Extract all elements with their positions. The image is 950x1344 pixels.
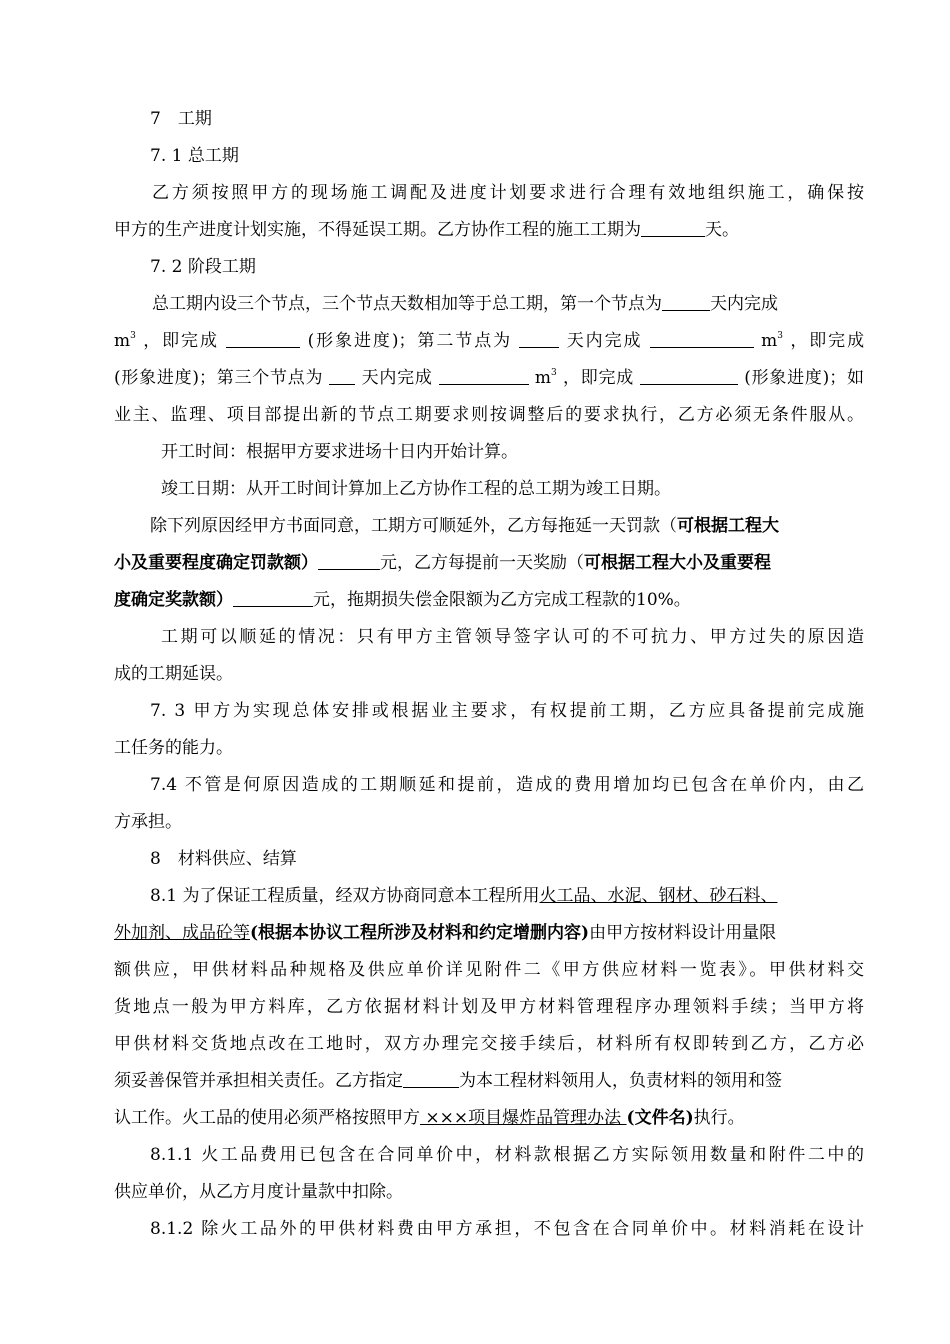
unit-m3: $m^3$ [761, 331, 783, 351]
blank-node2-volume [650, 330, 754, 348]
section-8-1-line-4: 货地点一般为甲方料库，乙方依据材料计划及甲方材料管理程序办理领料手续；当甲方将 [114, 997, 864, 1017]
text-run: ，即完成 [562, 368, 634, 388]
section-7-4-line-2: 方承担。 [114, 812, 182, 832]
text-run-bold: (文件名) [626, 1108, 694, 1128]
text-run-underlined: 火工品、水泥、钢材、砂石料、 [539, 886, 778, 906]
blank-duration-days [641, 219, 705, 237]
text-run: 执行。 [693, 1108, 745, 1128]
text-run-bold: 可根据工程大小及重要程 [584, 553, 771, 573]
section-7-4-line-1: 7.4 不管是何原因造成的工期顺延和提前，造成的费用增加均已包含在单价内，由乙 [150, 775, 864, 795]
blank-material-receiver [403, 1070, 459, 1088]
text-run: 由甲方按材料设计用量限 [589, 923, 777, 943]
text-run-underlined: 外加剂、成品砼等 [114, 923, 250, 943]
text-run: 总工期内设三个节点，三个节点天数相加等于总工期，第一个节点为 [152, 294, 662, 314]
text-run: ，即完成 [790, 331, 864, 351]
blank-node3-progress [640, 367, 738, 385]
text-run: 天内完成 [361, 368, 433, 388]
text-run: 天内完成 [566, 331, 643, 351]
text-run-bold: 可根据工程大 [677, 516, 779, 536]
text-run: (形象进度)；如 [744, 368, 864, 388]
text-run: 为本工程材料领用人，负责材料的领用和签 [459, 1071, 782, 1091]
blank-node1-days [662, 293, 710, 311]
text-run: 天内完成 [710, 294, 778, 314]
unit-m3: $m^3$ [114, 331, 136, 351]
text-run: 除下列原因经甲方书面同意，工期方可顺延外，乙方每拖延一天罚款（ [150, 516, 677, 536]
completion-date-clause: 竣工日期：从开工时间计算加上乙方协作工程的总工期为竣工日期。 [161, 479, 671, 499]
text-run: (形象进度)；第二节点为 [307, 331, 513, 351]
section-8-1-line-7 [114, 1100, 864, 1137]
text-run: 甲方的生产进度计划实施，不得延误工期。乙方协作工程的施工工期为 [114, 220, 641, 240]
start-time-clause: 开工时间：根据甲方要求进场十日内开始计算。 [161, 442, 518, 462]
blank-node2-days [519, 330, 559, 348]
unit-m3: $m^3$ [534, 368, 557, 388]
extension-clause-line-2: 成的工期延误。 [114, 664, 233, 684]
section-8-1-line-5: 甲供材料交货地点改在工地时，双方办理完交接手续后，材料所有权即转到乙方，乙方必 [114, 1034, 864, 1054]
text-run-underlined: ×××项目爆炸品管理办法 [420, 1108, 627, 1128]
blank-penalty-amount [318, 552, 380, 570]
section-8-1-line-2 [114, 915, 864, 952]
text-run: 元，拖期损失偿金限额为乙方完成工程款的10%。 [313, 590, 691, 610]
section-8-heading: 8 材料供应、结算 [150, 849, 297, 869]
section-8-1-2-line-1: 8.1.2 除火工品外的甲供材料费由甲方承担，不包含在合同单价中。材料消耗在设计 [150, 1219, 864, 1239]
text-run: 8.1 为了保证工程质量，经双方协商同意本工程所用 [150, 886, 540, 906]
section-8-1-1-line-2: 供应单价，从乙方月度计量款中扣除。 [114, 1182, 403, 1202]
section-7-1-paragraph-line-1: 乙方须按照甲方的现场施工调配及进度计划要求进行合理有效地组织施工，确保按 [152, 183, 864, 203]
blank-node3-days [329, 367, 355, 385]
text-run: 天。 [705, 220, 739, 240]
section-7-2-heading: 7. 2 阶段工期 [150, 257, 256, 277]
penalty-clause-line-2 [114, 545, 864, 582]
section-7-1-heading: 7. 1 总工期 [150, 146, 239, 166]
section-8-1-line-6 [114, 1063, 864, 1100]
text-run: 认工作。火工品的使用必须严格按照甲方 [114, 1108, 420, 1128]
section-7-3-line-2: 工任务的能力。 [114, 738, 233, 758]
section-8-1-line-1 [114, 878, 864, 915]
text-run: 元，乙方每提前一天奖励（ [380, 553, 584, 573]
section-7-2-line-1 [114, 286, 864, 323]
text-run-bold: 度确定奖款额） [114, 590, 233, 610]
blank-node1-progress [226, 330, 300, 348]
text-run: 须妥善保管并承担相关责任。乙方指定 [114, 1071, 403, 1091]
section-7-1-paragraph-line-2 [114, 212, 864, 249]
section-7-2-line-4: 业主、监理、项目部提出新的节点工期要求则按调整后的要求执行，乙方必须无条件服从。 [114, 405, 864, 425]
penalty-clause-line-1 [114, 508, 864, 545]
section-7-heading: 7 工期 [150, 109, 212, 129]
extension-clause-line-1: 工期可以顺延的情况：只有甲方主管领导签字认可的不可抗力、甲方过失的原因造 [161, 627, 864, 647]
text-run: (形象进度)；第三个节点为 [114, 368, 324, 388]
section-8-1-1-line-1: 8.1.1 火工品费用已包含在合同单价中，材料款根据乙方实际领用数量和附件二中的 [150, 1145, 864, 1165]
section-7-3-line-1: 7. 3 甲方为实现总体安排或根据业主要求，有权提前工期，乙方应具备提前完成施 [150, 701, 864, 721]
blank-bonus-amount [233, 589, 313, 607]
penalty-clause-line-3 [114, 582, 864, 619]
blank-node3-volume [439, 367, 529, 385]
text-run-bold: (根据本协议工程所涉及材料和约定增删内容) [250, 923, 590, 943]
text-run: ，即完成 [143, 331, 219, 351]
section-7-2-line-2 [114, 323, 864, 360]
section-7-2-line-3 [114, 360, 864, 397]
text-run-bold: 小及重要程度确定罚款额） [114, 553, 318, 573]
section-8-1-line-3: 额供应，甲供材料品种规格及供应单价详见附件二《甲方供应材料一览表》。甲供材料交 [114, 960, 864, 980]
